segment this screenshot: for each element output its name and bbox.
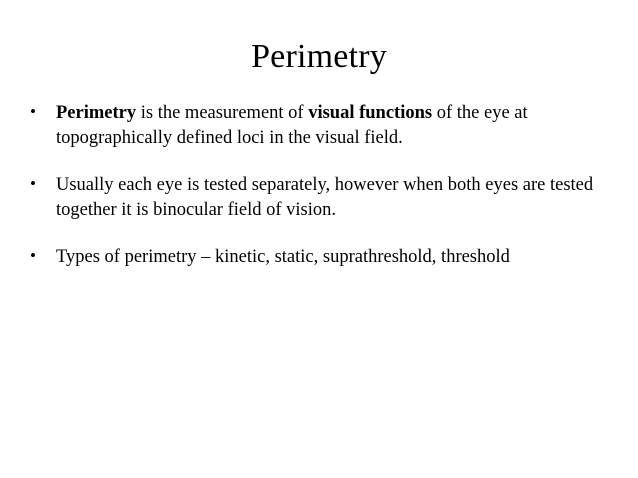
page-title: Perimetry xyxy=(251,38,387,75)
list-item-text xyxy=(56,101,602,151)
plain-text: Usually each eye is tested separately, however when both eyes are tested together it is binocular field of vision. xyxy=(56,175,594,221)
plain-text: is the measurement of xyxy=(136,103,309,124)
bullet-list xyxy=(0,101,638,270)
list-item-text xyxy=(56,245,602,270)
plain-text: of the eye at topographically defined loci in the visual field. xyxy=(56,103,528,149)
list-item-text xyxy=(56,173,602,223)
emphasized-text: visual functions xyxy=(308,103,433,124)
plain-text: Types of perimetry – kinetic, static, suprathreshold, threshold xyxy=(56,247,510,268)
list-item xyxy=(0,245,638,270)
bullet-icon: • xyxy=(30,174,36,194)
list-item xyxy=(0,101,638,151)
emphasized-text: Perimetry xyxy=(56,103,137,124)
bullet-icon: • xyxy=(30,102,36,122)
list-item xyxy=(0,173,638,223)
bullet-icon: • xyxy=(30,246,36,266)
